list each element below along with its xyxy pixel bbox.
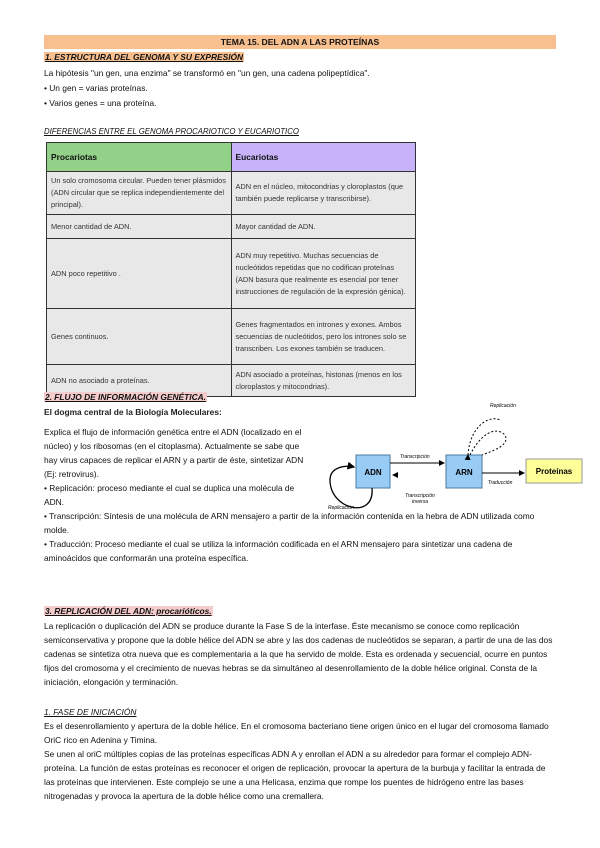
table-cell: Genes fragmentados en intrones y exones. Ambos secuencias de nucleótidos, pero los intrones solo se transcriben. Los exones también se traducen. xyxy=(231,309,416,365)
comparison-table xyxy=(46,142,416,397)
table-row xyxy=(47,239,416,309)
bullet: • Transcripción: Síntesis de una molécula de ARN mensajero a partir de la información contenida en la hebra de ADN utilizada como molde. xyxy=(44,511,535,535)
page-title: TEMA 15. DEL ADN A LAS PROTEÍNAS xyxy=(44,35,556,49)
arn-label: ARN xyxy=(455,468,473,477)
section-2-heading: 2. FLUJO DE INFORMACIÓN GENÉTICA. xyxy=(45,392,206,402)
subheading: El dogma central de la Biología Moleculares: xyxy=(44,407,222,417)
phase-heading: 1. FASE DE INICIACIÓN xyxy=(44,707,137,717)
paragraph: La replicación o duplicación del ADN se produce durante la Fase S de la interfase. Éste mecanismo se conoce como replicación semiconservativa y propone que la doble hélice del ADN se abre y las dos cadenas de nucleótidos se separan, a partir de una de las dos cadenas se sintetiza otra nueva que es complementaria a la que ha servido de molde. Esta es ordenada y secuencial, ocurre en puntos fijos del cromosoma y el crecimiento de nuevas hebras se da simultáneo al desenrollamiento de la doble hélice original. Consta de la iniciación, elongación y terminación. xyxy=(44,621,553,687)
header-eucariotas: Eucariotas xyxy=(231,143,416,172)
table-row xyxy=(47,172,416,215)
section-1-heading: 1. ESTRUCTURA DEL GENOMA Y SU EXPRESIÓN xyxy=(45,52,244,62)
header-procariotas: Procariotas xyxy=(47,143,232,172)
replicacion-label: Replicación xyxy=(328,505,354,511)
bullet: • Replicación: proceso mediante el cual se duplica una molécula de ADN. xyxy=(44,483,295,507)
table-cell: Menor cantidad de ADN. xyxy=(47,215,232,239)
section-3-heading: 3. REPLICACIÓN DEL ADN: procarióticos. xyxy=(45,606,212,616)
table-row xyxy=(47,309,416,365)
traduccion-label: Traducción xyxy=(488,480,513,486)
transcripcion-label: Transcripción xyxy=(400,454,430,460)
bullet: • Un gen = varias proteínas. xyxy=(44,83,148,93)
table-cell: ADN poco repetitivo . xyxy=(47,239,232,309)
table-cell: Un solo cromosoma circular. Pueden tener plásmidos (ADN circular que se replica independientemente del principal). xyxy=(47,172,232,215)
table-header-row xyxy=(47,143,416,172)
paragraph: Se unen al oriC múltiples copias de las proteínas específicas ADN A y enrollan el ADN a su alrededor para formar el complejo ADN-proteína. La función de estas proteínas es reconocer el origen de replicación, provocar la apertura de la burbuja y facilitar la entrada de las proteínas que intervienen. Este complejo se une a una Helicasa, enzima que rompe los puentes de hidrógeno entre las bases nitrogenadas y provoca la apertura de la doble hélice como una cremallera. xyxy=(44,749,546,801)
proteinas-label: Proteínas xyxy=(535,467,573,476)
paragraph: Explica el flujo de información genética entre el ADN (localizado en el núcleo) y los ribosomas (en el citoplasma). Actualmente se sabe que hay virus capaces de replicar el ARN y a partir de éste, sintetizar ADN (Ej: retrovirus). xyxy=(44,427,304,479)
bullet: • Varios genes = una proteína. xyxy=(44,98,157,108)
rna-replication-arrow xyxy=(470,431,506,455)
intro-text: La hipótesis "un gen, una enzima" se transformó en "un gen, una cadena polipeptídica". xyxy=(44,68,370,78)
table-cell: ADN en el núcleo, mitocondrias y cloroplastos (que también puede replicarse y transcribirse). xyxy=(231,172,416,215)
replicacion-label: Replicación xyxy=(490,403,516,409)
table-row xyxy=(47,215,416,239)
table-cell: ADN muy repetitivo. Muchas secuencias de nucleótidos repetidas que no codifican proteínas (ADN basura que realmente es esencial por tener instrucciones de regulación de la expresión génica). xyxy=(231,239,416,309)
table-cell: Mayor cantidad de ADN. xyxy=(231,215,416,239)
table-cell: Genes continuos. xyxy=(47,309,232,365)
paragraph: Es el desenrollamiento y apertura de la doble hélice. En el cromosoma bacteriano tiene origen único en el lugar del cromosoma llamado OriC rico en Adenina y Timina. xyxy=(44,721,549,745)
table-cell: ADN asociado a proteínas, histonas (menos en los cloroplastos y mitocondrias). xyxy=(231,365,416,397)
table-caption: DIFERENCIAS ENTRE EL GENOMA PROCARIOTICO Y EUCARIOTICO xyxy=(44,127,299,136)
rna-replication-loop xyxy=(468,419,500,455)
transcripcion-inversa-label: Transcripción xyxy=(405,493,435,499)
adn-label: ADN xyxy=(364,468,382,477)
bullet: • Traducción: Proceso mediante el cual se utiliza la información codificada en el ARN mensajero para sintetizar una cadena de aminoácidos que conformarán una proteína específica. xyxy=(44,539,513,563)
table-cell: ADN no asociado a proteínas. xyxy=(47,365,232,397)
transcripcion-inversa-label: inversa xyxy=(411,499,429,505)
central-dogma-diagram xyxy=(320,395,590,520)
